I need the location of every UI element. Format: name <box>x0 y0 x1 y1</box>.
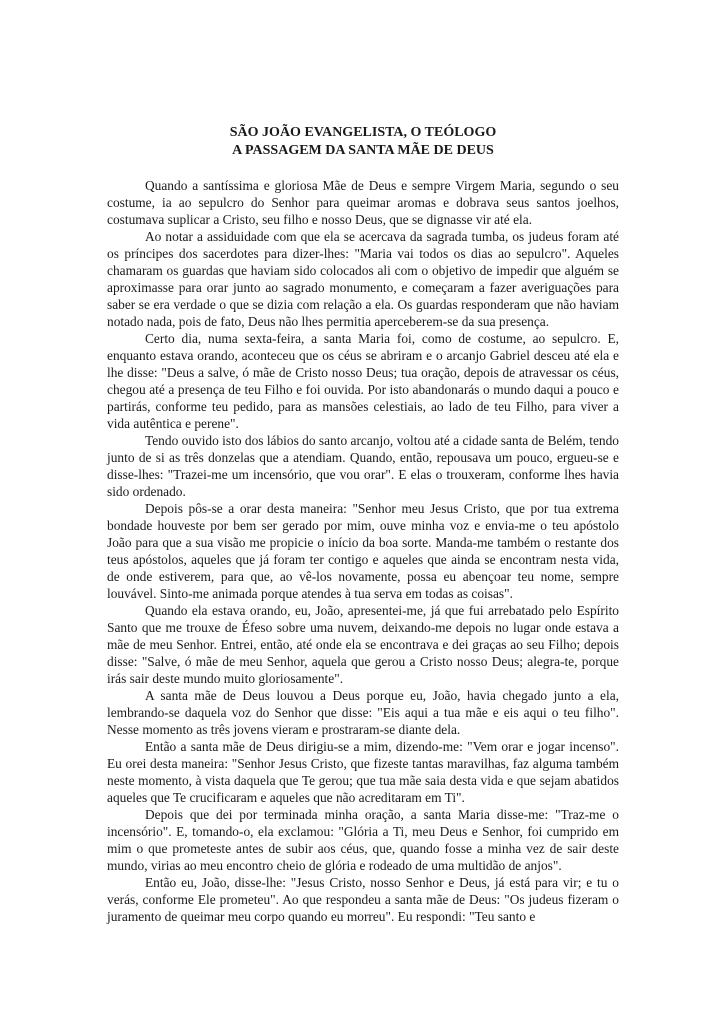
paragraph-9: Depois que dei por terminada minha oração, a santa Maria disse-me: "Traz-me o incensório". E, tomando-o, ela exclamou: "Glória a Ti, meu Deus e Senhor, foi cumprido em mim o que prometeste antes de subir aos céus, que, quando fosse a minha vez de sair deste mundo, virias ao meu encontro cheio de glória e rodeado de uma multidão de anjos". <box>107 807 619 873</box>
paragraph-2: Ao notar a assiduidade com que ela se acercava da sagrada tumba, os judeus foram até os príncipes dos sacerdotes para dizer-lhes: "Maria vai todos os dias ao sepulcro". Aqueles chamaram os guardas que haviam sido colocados ali com o objetivo de impedir que alguém se aproximasse para orar junto ao sagrado monumento, e começaram a fazer averiguações para saber se era verdade o que se dizia com relação a ela. Os guardas responderam que não haviam notado nada, pois de fato, Deus não lhes permitia aperceberem-se da sua presença. <box>107 229 619 329</box>
paragraph-4: Tendo ouvido isto dos lábios do santo arcanjo, voltou até a cidade santa de Belém, tendo junto de si as três donzelas que a atendiam. Quando, então, repousava um pouco, ergueu-se e disse-lhes: "Trazei-me um incensório, que vou orar". E elas o trouxeram, conforme lhes havia sido ordenado. <box>107 433 619 499</box>
document-body <box>107 177 619 925</box>
document-title <box>107 124 619 160</box>
paragraph-8: Então a santa mãe de Deus dirigiu-se a mim, dizendo-me: "Vem orar e jogar incenso". Eu orei desta maneira: "Senhor Jesus Cristo, que fizeste tantas maravilhas, faz alguma também neste momento, à vista daquela que Te gerou; que tua mãe saia desta vida e que sejam abatidos aqueles que Te crucificaram e aqueles que não acreditaram em Ti". <box>107 739 619 805</box>
paragraph-6: Quando ela estava orando, eu, João, apresentei-me, já que fui arrebatado pelo Espírito Santo que me trouxe de Éfeso sobre uma nuvem, deixando-me depois no lugar onde estava a mãe de meu Senhor. Entrei, então, até onde ela se encontrava e dei graças ao seu Filho; depois disse: "Salve, ó mãe de meu Senhor, aquela que gerou a Cristo nosso Deus; alegra-te, porque irás sair deste mundo muito gloriosamente". <box>107 603 619 686</box>
paragraph-7: A santa mãe de Deus louvou a Deus porque eu, João, havia chegado junto a ela, lembrando-se daquela voz do Senhor que disse: "Eis aqui a tua mãe e eis aqui o teu filho". Nesse momento as três jovens vieram e prostraram-se diante dela. <box>107 688 619 737</box>
paragraph-3: Certo dia, numa sexta-feira, a santa Maria foi, como de costume, ao sepulcro. E, enquanto estava orando, aconteceu que os céus se abriram e o arcanjo Gabriel desceu até ela e lhe disse: "Deus a salve, ó mãe de Cristo nosso Deus; tua oração, depois de atravessar os céus, chegou até a presença de teu Filho e foi ouvida. Por isto abandonarás o mundo daqui a pouco e partirás, conforme teu pedido, para as mansões celestiais, ao lado de teu Filho, para viver a vida autêntica e perene". <box>107 331 619 431</box>
document-page <box>107 124 619 925</box>
paragraph-10: Então eu, João, disse-lhe: "Jesus Cristo, nosso Senhor e Deus, já está para vir; e tu o verás, conforme Ele prometeu". Ao que respondeu a santa mãe de Deus: "Os judeus fizeram o juramento de queimar meu corpo quando eu morreu". Eu respondi: "Teu santo e <box>107 875 619 924</box>
title-line-1: SÃO JOÃO EVANGELISTA, O TEÓLOGO <box>229 125 497 140</box>
title-line-2: A PASSAGEM DA SANTA MÃE DE DEUS <box>232 143 494 158</box>
paragraph-1: Quando a santíssima e gloriosa Mãe de Deus e sempre Virgem Maria, segundo o seu costume, ia ao sepulcro do Senhor para queimar aromas e dobrava seus santos joelhos, costumava suplicar a Cristo, seu filho e nosso Deus, que se dignasse vir até ela. <box>107 178 619 227</box>
paragraph-5: Depois pôs-se a orar desta maneira: "Senhor meu Jesus Cristo, que por tua extrema bondade houveste por bem ser gerado por mim, ouve minha voz e envia-me o teu apóstolo João para que a sua visão me propicie o início da boa sorte. Manda-me também o restante dos teus apóstolos, aqueles que já foram ter contigo e aqueles que ainda se encontram nesta vida, de onde estiverem, para que, ao vê-los novamente, possa eu abençoar teu nome, sempre louvável. Sinto-me animada porque atendes à tua serva em todas as coisas". <box>107 501 619 601</box>
